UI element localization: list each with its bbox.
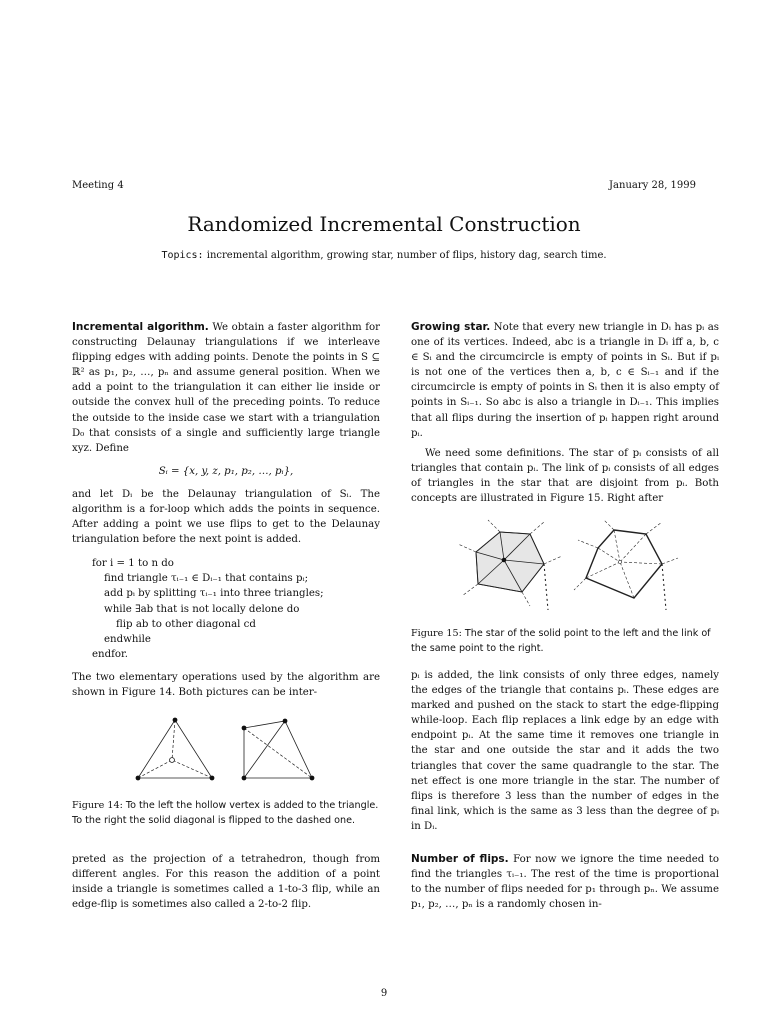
- figure-15-label: Figure 15:: [411, 628, 462, 639]
- figure-15-caption-text: The star of the solid point to the left and the link of the same point to the right.: [411, 628, 711, 654]
- algo-line-4: while ∃ab that is not locally delone do: [104, 603, 300, 615]
- growing-star-text: Note that every new triangle in Dᵢ has pᵢ as one of its vertices. Indeed, abc is a triangle in Dᵢ iff a, b, c ∈ Sᵢ and the circumcircle is empty of points in Sᵢ. But if pᵢ is not one of the vertices then a, b, c ∈ Sᵢ₋₁ and if the circumcircle is empty of points in Sᵢ then it is also empty of points in Sᵢ₋₁. So abc is also a triangle in Dᵢ₋₁. This implies that all flips during the insertion of pᵢ happen right around pᵢ.: [411, 322, 719, 439]
- fig15-link: [586, 530, 662, 598]
- fig15-link-spoke: [620, 562, 662, 564]
- fig14-vertex: [173, 718, 178, 723]
- header-date: January 28, 1999: [609, 180, 696, 191]
- algo-line-7: endfor.: [92, 649, 129, 661]
- left-column-top: [72, 320, 380, 547]
- formula-si: Sᵢ = {x, y, z, p₁, p₂, …, pᵢ},: [158, 465, 294, 477]
- incremental-heading: Incremental algorithm.: [72, 321, 209, 333]
- fig15-outer-edge: [646, 522, 662, 534]
- fig15-center-point: [618, 560, 621, 563]
- fig15-outer-edge: [578, 540, 598, 548]
- algorithm-block: [92, 556, 382, 662]
- added-paragraph: [411, 668, 719, 834]
- fig14-hollow-vertex: [170, 758, 175, 763]
- right-column-top: [411, 320, 719, 506]
- fig14-vertex: [242, 776, 247, 781]
- preted-paragraph: [72, 852, 380, 912]
- figure-14-caption-text: To the left the hollow vertex is added to the triangle. To the right the solid diagonal is flipped to the dashed one.: [72, 800, 379, 826]
- fig14-vertex: [242, 726, 247, 731]
- elementary-text: The two elementary operations used by the algorithm are shown in Figure 14. Both pictures can be inter-: [72, 672, 380, 699]
- preted-text: preted as the projection of a tetrahedron, though from different angles. For this reason the addition of a point inside a triangle is sometimes called a 1-to-3 flip, while an edge-flip is sometimes also called a 2-to-2 flip.: [72, 854, 380, 911]
- algo-line-3: add pᵢ by splitting τᵢ₋₁ into three triangles;: [104, 588, 324, 600]
- flips-heading: Number of flips.: [411, 853, 509, 865]
- figure-15-caption: [411, 626, 719, 656]
- fig14-vertex: [136, 776, 141, 781]
- growing-star-heading: Growing star.: [411, 321, 491, 333]
- page-number: 9: [380, 988, 388, 999]
- fig15-outer-edge: [574, 578, 586, 590]
- fig15-link-spoke: [614, 530, 620, 562]
- flips-paragraph: [411, 852, 719, 912]
- after-formula-text: and let Dᵢ be the Delaunay triangulation of Sᵢ. The algorithm is a for-loop which adds the points in sequence. After adding a point we use flips to get to the Delaunay triangulation before the next point is added.: [72, 488, 380, 546]
- fig15-outer-edge: [462, 584, 478, 596]
- header-meeting: Meeting 4: [72, 180, 124, 191]
- flips-text: For now we ignore the time needed to find the triangles τᵢ₋₁. The rest of the time is proportional to the number of flips needed for p₁ through pₙ. We assume p₁, p₂, …, pₙ is a randomly chosen in-: [411, 854, 719, 911]
- incremental-text: We obtain a faster algorithm for constructing Delaunay triangulations if we interleave flipping edges with adding points. Denote the points in S ⊆ ℝ² as p₁, p₂, …, pₙ and assume general position. When we add a point to the triangulation it can either lie inside or outside the convex hull of the preceding points. To reduce the outside to the inside case we start with a triangulation D₀ that consists of a single and sufficiently large triangle xyz. Define: [72, 322, 380, 454]
- figure-14-label: Figure 14:: [72, 800, 123, 811]
- fig14-quadrangle: [244, 721, 312, 778]
- fig15-outer-edge: [522, 592, 530, 606]
- fig14-triangle: [138, 720, 212, 778]
- fig15-outer-edge: [604, 520, 614, 530]
- fig15-outer-edge: [458, 544, 476, 552]
- fig14-vertex: [210, 776, 215, 781]
- fig15-link-spoke: [598, 548, 620, 562]
- fig15-solid-point: [502, 558, 507, 563]
- fig14-dashed-diagonal: [244, 728, 312, 778]
- fig14-vertex: [310, 776, 315, 781]
- topics-label: Topics:: [161, 250, 204, 261]
- topics-text: incremental algorithm, growing star, number of flips, history dag, search time.: [206, 250, 607, 261]
- figure-14-caption: [72, 798, 380, 828]
- fig15-outer-edge: [488, 520, 500, 532]
- topics-line: [0, 250, 768, 261]
- fig14-vertex: [283, 719, 288, 724]
- elementary-paragraph: [72, 670, 380, 700]
- fig15-link-spoke: [620, 534, 646, 562]
- algo-line-6: endwhile: [104, 634, 151, 646]
- fig14-dashed-edge-2: [138, 760, 172, 778]
- fig15-outer-edge: [544, 564, 548, 610]
- figure-15-diagram: [448, 518, 680, 618]
- figure-14-diagram: [120, 712, 340, 788]
- algo-line-2: find triangle τᵢ₋₁ ∈ Dᵢ₋₁ that contains pᵢ;: [104, 573, 309, 585]
- fig15-outer-edge: [544, 556, 562, 564]
- fig15-star-region: [476, 532, 544, 592]
- algo-line-5: flip ab to other diagonal cd: [116, 618, 256, 630]
- fig15-outer-edge: [662, 558, 678, 564]
- page-title: Randomized Incremental Construction: [187, 212, 581, 236]
- fig15-outer-edge: [530, 522, 544, 534]
- fig14-solid-diagonal: [244, 721, 285, 778]
- definitions-text: We need some definitions. The star of pᵢ consists of all triangles that contain pᵢ. The link of pᵢ consists of all edges of triangles in the star that are disjoint from pᵢ. Both concepts are illustrated in Figure 15. Right after: [411, 447, 719, 505]
- algo-line-1: for i = 1 to n do: [92, 558, 174, 569]
- fig15-outer-edge: [662, 564, 666, 610]
- added-text: pᵢ is added, the link consists of only three edges, namely the edges of the triangle that contains pᵢ. These edges are marked and pushed on the stack to start the edge-flipping while-loop. Each flip replaces a link edge by an edge with endpoint pᵢ. At the same time it removes one triangle in the star and one outside the star and it adds the two triangles that cover the same quadrangle to the star. The net effect is one more triangle in the star. The number of flips is therefore 3 less than the number of edges in the final link, which is the same as 3 less than the degree of pᵢ in Dᵢ.: [411, 670, 719, 832]
- fig14-dashed-edge-1: [172, 720, 175, 760]
